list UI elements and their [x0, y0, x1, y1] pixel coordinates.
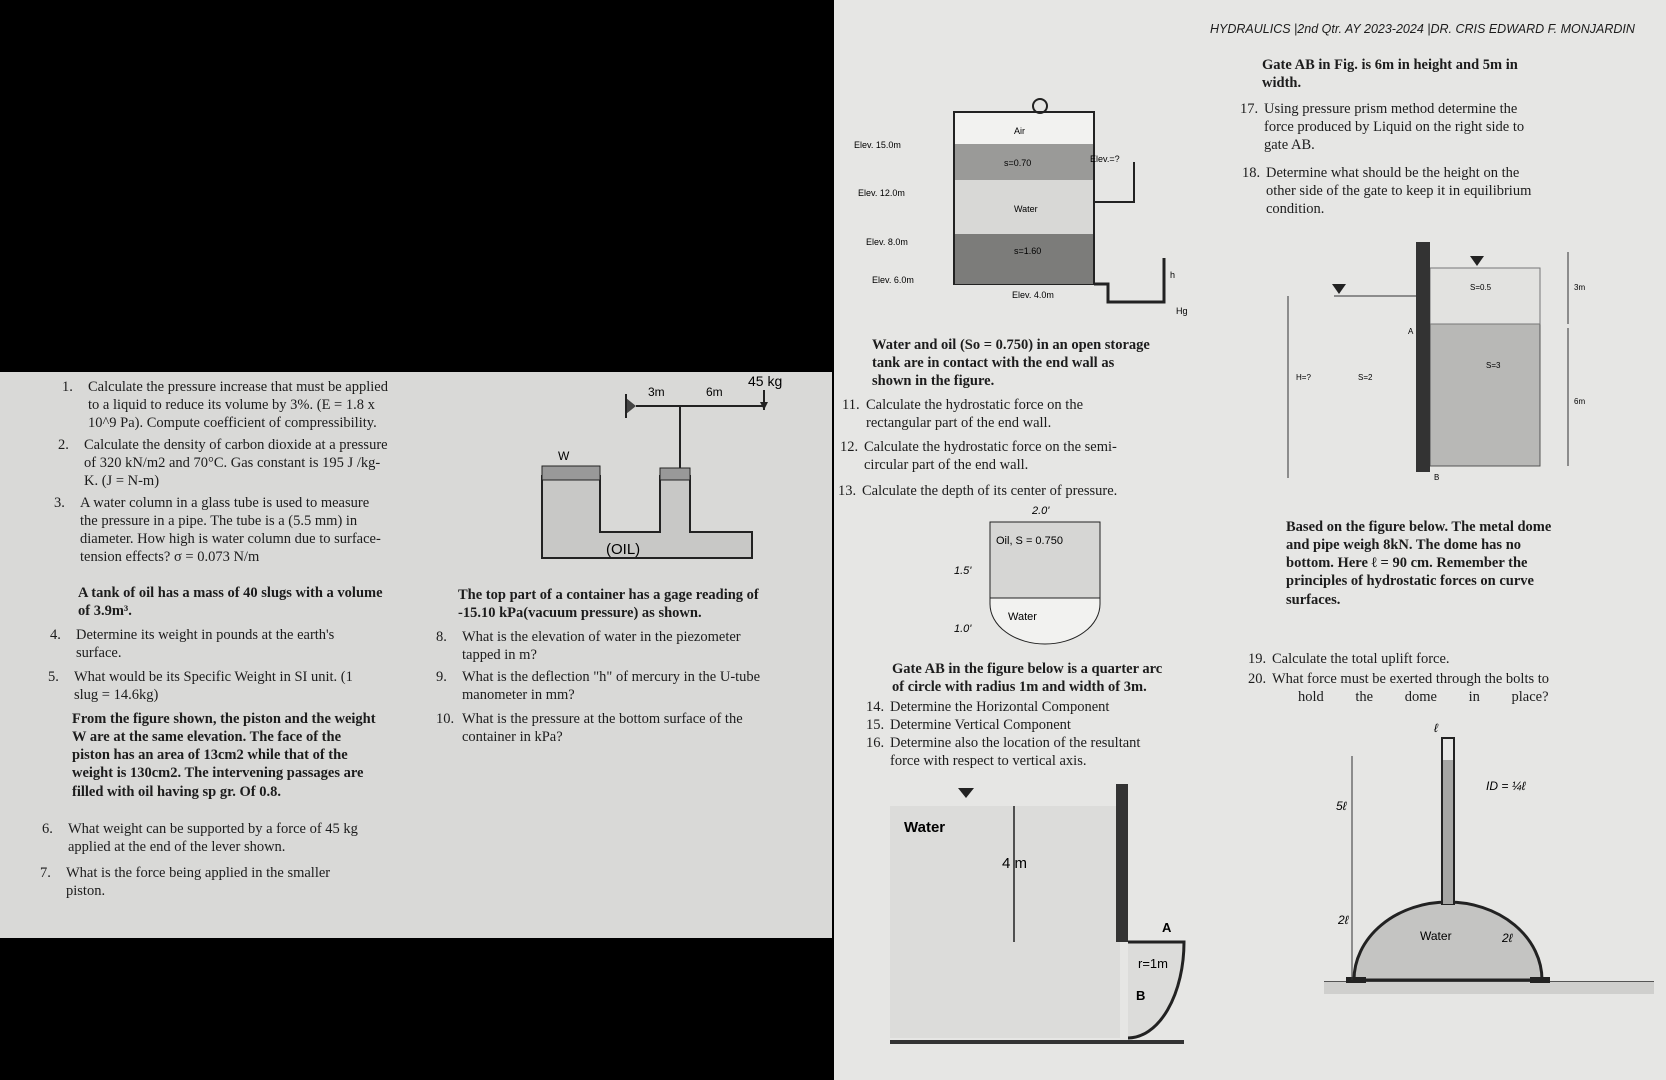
- question-line: Determine what should be the height on the: [1266, 165, 1520, 181]
- question-number: 14.: [866, 699, 885, 715]
- question-line: What force must be exerted through the bolts to: [1272, 671, 1550, 687]
- rect-gate-intro: [1262, 56, 1632, 92]
- question-number: 8.: [436, 629, 447, 645]
- lever-pivot: [626, 398, 636, 414]
- elev-4-label: Elev. 4.0m: [1012, 290, 1054, 300]
- container-intro: [458, 586, 798, 622]
- intro-line: bottom. Here ℓ = 90 cm. Remember the: [1286, 555, 1528, 572]
- right-surface-marker: [1470, 256, 1484, 266]
- question-number: 17.: [1240, 101, 1259, 117]
- question-line: What weight can be supported by a force of 45 kg: [68, 821, 358, 837]
- radius-2l-label: 2ℓ: [1502, 931, 1513, 945]
- question-number: 16.: [866, 735, 885, 751]
- pipe-height-label: ℓ: [1434, 721, 1438, 735]
- s05-label: S=0.5: [1470, 283, 1492, 292]
- question-number: 6.: [42, 821, 53, 837]
- height-5l-label: 5ℓ: [1336, 799, 1347, 813]
- question-number: 19.: [1248, 651, 1267, 667]
- question-line: container in kPa?: [462, 729, 563, 746]
- depth-label: 4 m: [1002, 855, 1028, 872]
- question-1: [62, 378, 428, 432]
- heavy-liquid-gravity-label: s=1.60: [1014, 246, 1042, 256]
- left-surface-marker: [1332, 284, 1346, 294]
- question-5: [48, 668, 414, 704]
- question-15: [866, 716, 1210, 734]
- point-b-label: B: [1136, 988, 1146, 1003]
- question-line: What is the force being applied in the smaller: [66, 865, 331, 881]
- intro-line: -15.10 kPa(vacuum pressure) as shown.: [458, 605, 702, 622]
- question-3: [54, 494, 420, 567]
- question-number: 13.: [838, 483, 857, 499]
- s3-label: S=3: [1486, 361, 1501, 370]
- water-label: Water: [1014, 204, 1038, 214]
- question-10: [436, 710, 802, 746]
- question-line: Determine also the location of the resultant: [890, 735, 1141, 751]
- width-label: 2.0': [1032, 505, 1050, 517]
- pipe-diameter-label: ID = ¼ℓ: [1486, 779, 1526, 793]
- question-13: [838, 482, 1178, 500]
- piston-intro: [72, 710, 412, 801]
- right-worksheet-page: [834, 0, 1666, 1080]
- question-line: Calculate the depth of its center of pressure.: [862, 483, 1118, 499]
- question-line: the pressure in a pipe. The tube is a (5.5 mm) in: [80, 513, 358, 530]
- dome-intro: [1286, 518, 1646, 609]
- lever-dim-6m: 6m: [706, 385, 723, 399]
- question-line: Calculate the hydrostatic force on the: [866, 397, 1084, 413]
- weight-block: [542, 466, 600, 480]
- question-line: surface.: [76, 645, 122, 662]
- intro-line: of 3.9m³.: [78, 603, 132, 620]
- question-line: What is the pressure at the bottom surface of the: [462, 711, 743, 727]
- lever-piston-figure: [530, 376, 800, 576]
- radius-label: r=1m: [1138, 956, 1168, 971]
- question-line: diameter. How high is water column due to surface-: [80, 531, 381, 548]
- question-line: manometer in mm?: [462, 687, 575, 704]
- ground-hatch: [1324, 982, 1654, 994]
- question-line: piston.: [66, 883, 106, 900]
- intro-line: tank are in contact with the end wall as: [872, 355, 1115, 372]
- question-line: Calculate the hydrostatic force on the semi-: [864, 439, 1117, 455]
- question-line: gate AB.: [1264, 137, 1315, 154]
- question-line: force with respect to vertical axis.: [890, 753, 1087, 770]
- deflection-h-label: h: [1170, 270, 1176, 280]
- question-number: 11.: [842, 397, 860, 413]
- question-number: 18.: [1242, 165, 1261, 181]
- pressure-gage-icon: [1033, 99, 1047, 113]
- small-piston: [660, 468, 690, 480]
- question-line: other side of the gate to keep it in equilibrium: [1266, 183, 1532, 200]
- intro-line: Gate AB in the figure below is a quarter arc: [892, 661, 1163, 677]
- question-line: of 320 kN/m2 and 70°C. Gas constant is 195 J /kg-: [84, 455, 381, 472]
- intro-line: W are at the same elevation. The face of the: [72, 729, 342, 746]
- oil-label: Oil, S = 0.750: [996, 535, 1063, 547]
- question-number: 10.: [436, 711, 455, 727]
- point-b-label: B: [1434, 473, 1440, 482]
- height-2l-label: 2ℓ: [1338, 913, 1349, 927]
- heavy-liquid-layer: [955, 234, 1093, 284]
- question-6: [42, 820, 408, 856]
- air-label: Air: [1014, 126, 1025, 136]
- question-line: Determine the Horizontal Component: [890, 699, 1110, 715]
- intro-line: Based on the figure below. The metal dome: [1286, 519, 1552, 535]
- elev-8-label: Elev. 8.0m: [866, 237, 908, 247]
- dim-3m-label: 3m: [1574, 283, 1586, 292]
- water-label: Water: [1420, 929, 1452, 943]
- question-number: 5.: [48, 669, 59, 685]
- mercury-label: Hg: [1176, 306, 1188, 316]
- depth-1-0-label: 1.0': [954, 623, 972, 635]
- question-18: [1242, 164, 1630, 218]
- question-line: condition.: [1266, 201, 1325, 218]
- gate-ab-figure: [1274, 238, 1604, 484]
- question-line: slug = 14.6kg): [74, 687, 159, 704]
- piezometer-tube: [1094, 162, 1134, 202]
- metal-dome-figure: [1324, 720, 1654, 1010]
- question-line: Calculate the pressure increase that must be applied: [88, 379, 388, 395]
- end-wall-figure: [954, 502, 1154, 652]
- dim-6m-label: 6m: [1574, 397, 1586, 406]
- question-line: Using pressure prism method determine the: [1264, 101, 1518, 117]
- question-number: 12.: [840, 439, 859, 455]
- oil-gravity-label: s=0.70: [1004, 158, 1032, 168]
- question-number: 1.: [62, 379, 73, 395]
- point-a-label: A: [1162, 920, 1172, 935]
- question-2: [58, 436, 424, 490]
- intro-line: shown in the figure.: [872, 373, 995, 390]
- gate-ab: [1416, 242, 1430, 472]
- lever-dim-3m: 3m: [648, 385, 665, 399]
- s3-liquid: [1430, 324, 1540, 466]
- question-19: [1248, 650, 1642, 668]
- question-20: [1248, 670, 1642, 706]
- depth-1-5-label: 1.5': [954, 565, 972, 577]
- elev-15-label: Elev. 15.0m: [854, 140, 901, 150]
- s05-liquid: [1430, 268, 1540, 324]
- question-line: Calculate the total uplift force.: [1272, 651, 1450, 667]
- oil-label: (OIL): [606, 541, 641, 558]
- weight-label: W: [558, 449, 570, 463]
- question-16: [866, 734, 1220, 770]
- intro-line: Water and oil (So = 0.750) in an open storage: [872, 337, 1150, 353]
- intro-line: and pipe weigh 8kN. The dome has no: [1286, 537, 1522, 554]
- question-line: applied at the end of the lever shown.: [68, 839, 286, 856]
- elev-12-label: Elev. 12.0m: [858, 188, 905, 198]
- intro-line: From the figure shown, the piston and the weight: [72, 711, 376, 727]
- arc-gate-intro: [892, 660, 1192, 696]
- water-label: Water: [1008, 611, 1037, 623]
- question-9: [436, 668, 802, 704]
- intro-line: piston has an area of 13cm2 while that of the: [72, 747, 348, 764]
- question-4: [50, 626, 416, 662]
- question-line: tension effects? σ = 0.073 N/m: [80, 549, 260, 566]
- question-line: hold the dome in place?: [1298, 689, 1549, 706]
- question-line: 10^9 Pa). Compute coefficient of compressibility.: [88, 415, 377, 432]
- water-in-pipe: [1443, 760, 1453, 904]
- question-12: [840, 438, 1180, 474]
- question-line: What is the elevation of water in the piezometer: [462, 629, 741, 645]
- vertical-wall: [1116, 784, 1128, 942]
- question-number: 15.: [866, 717, 885, 733]
- water-label: Water: [904, 819, 946, 836]
- left-worksheet-page: [0, 372, 832, 938]
- question-line: force produced by Liquid on the right side to: [1264, 119, 1525, 136]
- intro-line: width.: [1262, 75, 1302, 92]
- wall-intro: [872, 336, 1182, 390]
- question-line: to a liquid to reduce its volume by 3%. (E = 1.8 x: [88, 397, 375, 414]
- elev-unknown-label: Elev.=?: [1090, 154, 1120, 164]
- intro-line: A tank of oil has a mass of 40 slugs with a volume: [78, 585, 383, 601]
- u-tube-manometer: [1094, 258, 1164, 302]
- oil-rectangle: [990, 522, 1100, 598]
- question-7: [40, 864, 406, 900]
- question-number: 9.: [436, 669, 447, 685]
- question-line: Determine its weight in pounds at the earth's: [76, 627, 335, 643]
- question-line: What would be its Specific Weight in SI unit. (1: [74, 669, 353, 685]
- question-line: circular part of the end wall.: [864, 457, 1029, 474]
- question-line: What is the deflection "h" of mercury in the U-tube: [462, 669, 761, 685]
- question-number: 7.: [40, 865, 51, 881]
- intro-line: Gate AB in Fig. is 6m in height and 5m in: [1262, 57, 1518, 73]
- question-number: 3.: [54, 495, 65, 511]
- intro-line: The top part of a container has a gage reading of: [458, 587, 759, 603]
- page-header: HYDRAULICS |2nd Qtr. AY 2023-2024 |DR. CRIS EDWARD F. MONJARDIN: [1210, 22, 1635, 36]
- intro-line: weight is 130cm2. The intervening passages are: [72, 765, 364, 782]
- storage-tank-figure: [854, 92, 1214, 332]
- intro-line: principles of hydrostatic forces on curve: [1286, 573, 1534, 590]
- question-number: 2.: [58, 437, 69, 453]
- question-number: 4.: [50, 627, 61, 643]
- water-body: [890, 806, 1122, 1038]
- question-line: tapped in m?: [462, 647, 537, 664]
- question-11: [842, 396, 1182, 432]
- point-a-label: A: [1408, 327, 1414, 336]
- water-semicircle: [990, 598, 1100, 644]
- water-surface-marker: [958, 788, 974, 798]
- question-14: [866, 698, 1210, 716]
- lever-force-label: 45 kg: [748, 376, 783, 389]
- intro-line: surfaces.: [1286, 591, 1341, 608]
- question-number: 20.: [1248, 671, 1267, 687]
- tank-oil-intro: [78, 584, 418, 620]
- quarter-arc-gate-figure: [884, 784, 1194, 1054]
- s2-label: S=2: [1358, 373, 1373, 382]
- h-unknown-label: H=?: [1296, 373, 1311, 382]
- oil-container: [542, 476, 752, 558]
- question-line: A water column in a glass tube is used to measure: [80, 495, 370, 511]
- question-line: rectangular part of the end wall.: [866, 415, 1052, 432]
- intro-line: filled with oil having sp gr. Of 0.8.: [72, 783, 281, 800]
- question-line: Calculate the density of carbon dioxide at a pressure: [84, 437, 388, 453]
- question-line: K. (J = N-m): [84, 473, 160, 490]
- elev-6-label: Elev. 6.0m: [872, 275, 914, 285]
- question-17: [1240, 100, 1630, 154]
- intro-line: of circle with radius 1m and width of 3m.: [892, 679, 1147, 696]
- question-8: [436, 628, 802, 664]
- question-line: Determine Vertical Component: [890, 717, 1071, 733]
